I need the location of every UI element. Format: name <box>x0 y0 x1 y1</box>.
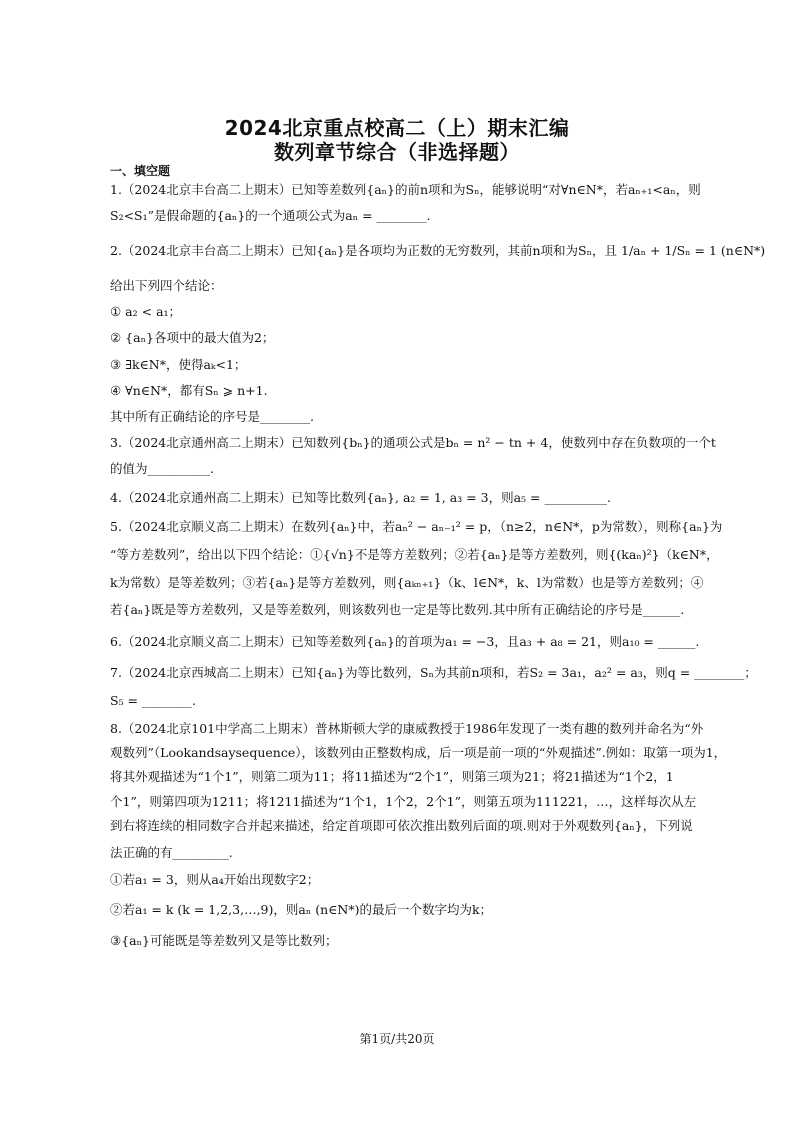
page-footer: 第1页/共20页 <box>359 1032 435 1046</box>
text-line: k为常数）是等差数列；③若{aₙ}是等方差数列，则{aₖₙ₊₁}（k、l∈N*，k、l为常数）也是等方差数列；④ <box>110 575 704 590</box>
text-line: 若{aₙ}既是等方差数列，又是等差数列，则该数列也一定是等比数列.其中所有正确结论的序号是______. <box>110 602 685 617</box>
text-line: 观数列”（Lookandsaysequence），该数列由正整数构成，后一项是前一项的“外观描述”.例如：取第一项为1， <box>110 745 727 760</box>
text-line: ① a₂ < a₁； <box>110 304 182 319</box>
section-heading: 一、填空题 <box>110 164 171 178</box>
text-line: 其中所有正确结论的序号是________. <box>110 409 314 424</box>
text-line: 个1”，则第四项为1211；将1211描述为“1个1，1个2，2个1”，则第五项为111221，…，这样每次从左 <box>110 794 697 809</box>
text-line: 1.（2024北京丰台高二上期末）已知等差数列{aₙ}的前n项和为Sₙ，能够说明“对∀n∈N*，若aₙ₊₁<aₙ，则 <box>110 182 701 197</box>
text-line: 2.（2024北京丰台高二上期末）已知{aₙ}是各项均为正数的无穷数列，其前n项和为Sₙ，且 1/aₙ + 1/Sₙ = 1 (n∈N*) <box>110 243 766 258</box>
text-line: ③{aₙ}可能既是等差数列又是等比数列； <box>110 933 338 948</box>
text-line: ①若a₁ = 3，则从a₄开始出现数字2； <box>110 872 320 887</box>
text-line: 3.（2024北京通州高二上期末）已知数列{bₙ}的通项公式是bₙ = n² − tn + 4，使数列中存在负数项的一个t <box>110 435 716 450</box>
text-line: 给出下列四个结论： <box>110 278 223 293</box>
text-line: ② {aₙ}各项中的最大值为2； <box>110 330 275 345</box>
page-subtitle: 数列章节综合（非选择题） <box>274 140 520 164</box>
text-line: 7.（2024北京西城高二上期末）已知{aₙ}为等比数列，Sₙ为其前n项和，若S₂ = 3a₁，a₂² = a₃，则q = ________； <box>110 665 757 680</box>
text-line: 的值为__________. <box>110 461 214 476</box>
text-line: 6.（2024北京顺义高二上期末）已知等差数列{aₙ}的首项为a₁ = −3，且a₃ + a₈ = 21，则a₁₀ = ______. <box>110 634 700 649</box>
text-line: S₂<S₁”是假命题的{aₙ}的一个通项公式为aₙ = ________. <box>110 208 431 223</box>
text-line: ④ ∀n∈N*，都有Sₙ ⩾ n+1. <box>110 383 268 398</box>
text-line: “等方差数列”，给出以下四个结论：①{√n}不是等方差数列；②若{aₙ}是等方差数列，则{(kaₙ)²}（k∈N*， <box>110 547 719 562</box>
text-line: S₅ = ________. <box>110 693 196 708</box>
text-line: 4.（2024北京通州高二上期末）已知等比数列{aₙ}, a₂ = 1, a₃ = 3，则a₅ = __________. <box>110 490 611 505</box>
text-line: ②若a₁ = k (k = 1,2,3,…,9)，则aₙ (n∈N*)的最后一个数字均为k； <box>110 902 493 917</box>
text-line: 5.（2024北京顺义高二上期末）在数列{aₙ}中，若aₙ² − aₙ₋₁² = p，（n≥2，n∈N*，p为常数），则称{aₙ}为 <box>110 519 723 534</box>
text-line: 到右将连续的相同数字合并起来描述，给定首项即可依次推出数列后面的项.则对于外观数列{aₙ}，下列说 <box>110 818 693 833</box>
text-line: 将其外观描述为“1个1”，则第二项为11；将11描述为“2个1”，则第三项为21；将21描述为“1个2，1 <box>110 769 674 784</box>
page-title: 2024北京重点校高二（上）期末汇编 <box>224 116 570 140</box>
text-line: ③ ∃k∈N*，使得aₖ<1； <box>110 357 247 372</box>
text-line: 法正确的有_________. <box>110 845 233 860</box>
text-line: 8.（2024北京101中学高二上期末）普林斯顿大学的康威教授于1986年发现了一类有趣的数列并命名为“外 <box>110 721 704 736</box>
